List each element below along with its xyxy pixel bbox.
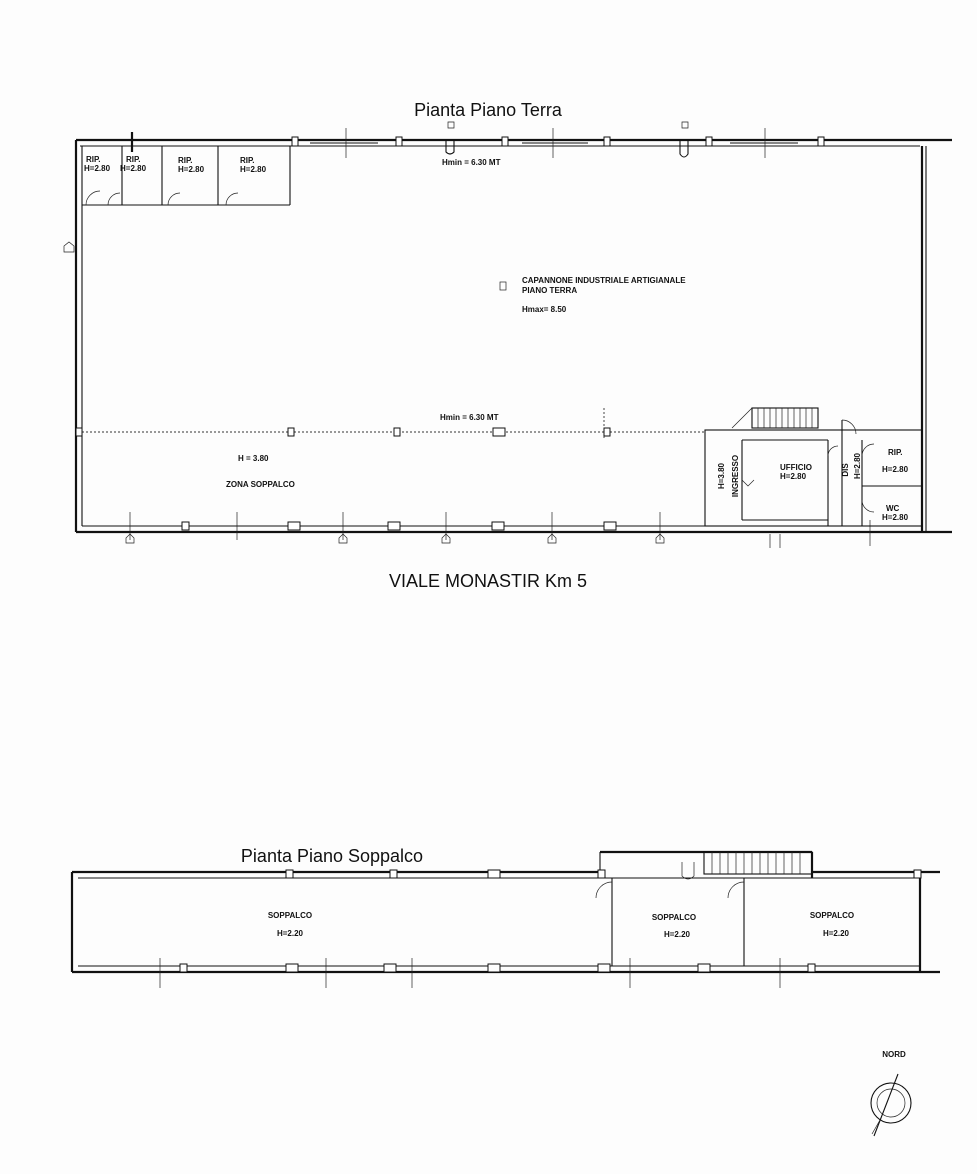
- rip-room-3-height: H=2.80: [178, 165, 205, 174]
- rip-room-2-height: H=2.80: [120, 164, 147, 173]
- ingresso-height: H=3.80: [717, 462, 726, 490]
- mezzanine-room-1-height: H=2.20: [276, 929, 304, 938]
- zone-soppalco-label: ZONA SOPPALCO: [226, 480, 295, 489]
- office-block: [705, 408, 922, 526]
- storage-rooms-block: [82, 132, 290, 205]
- rip-room-2-label: RIP.: [126, 155, 141, 164]
- rip-room-4-label: RIP.: [240, 156, 255, 165]
- dis-height: H=2.80: [853, 452, 862, 480]
- rip-room-3-label: RIP.: [178, 156, 193, 165]
- ground-floor-outline: [76, 140, 952, 532]
- compass-label: NORD: [882, 1050, 906, 1059]
- zone-height-label: H = 3.80: [238, 454, 269, 463]
- rip-room-1-label: RIP.: [86, 155, 101, 164]
- street-label: VIALE MONASTIR Km 5: [388, 571, 588, 591]
- mezzanine-room-3-height: H=2.20: [822, 929, 850, 938]
- ufficio-height: H=2.80: [780, 472, 807, 481]
- mezzanine-staircase: [704, 852, 812, 874]
- rip-room-4-height: H=2.80: [240, 165, 267, 174]
- rip-office-label: RIP.: [888, 448, 903, 457]
- ufficio-label: UFFICIO: [780, 463, 812, 472]
- rip-room-1-height: H=2.80: [84, 164, 111, 173]
- mezzanine-room-1-label: SOPPALCO: [267, 911, 313, 920]
- staircase: [732, 408, 818, 428]
- mezzanine-outline: [72, 852, 940, 988]
- main-area-label-line2: PIANO TERRA: [522, 286, 578, 295]
- wc-height: H=2.80: [882, 513, 909, 522]
- mezzanine-room-3-label: SOPPALCO: [809, 911, 855, 920]
- north-arrow-icon: [871, 1074, 911, 1136]
- ground-floor-openings: [64, 122, 870, 548]
- ingresso-label: INGRESSO: [731, 454, 740, 498]
- mezzanine-room-2-label: SOPPALCO: [651, 913, 697, 922]
- mezzanine-room-2-height: H=2.20: [663, 930, 691, 939]
- main-area-label-line1: CAPANNONE INDUSTRIALE ARTIGIANALE: [522, 276, 686, 285]
- dis-label: DIS: [841, 463, 850, 477]
- ground-floor-title: Pianta Piano Terra: [414, 100, 562, 120]
- mezzanine-title: Pianta Piano Soppalco: [240, 846, 424, 866]
- hmin-mid-label: Hmin = 6.30 MT: [440, 413, 499, 422]
- rip-office-height: H=2.80: [882, 465, 909, 474]
- hmax-label: Hmax= 8.50: [522, 305, 567, 314]
- hmin-top-label: Hmin = 6.30 MT: [442, 158, 501, 167]
- wc-label: WC: [886, 504, 900, 513]
